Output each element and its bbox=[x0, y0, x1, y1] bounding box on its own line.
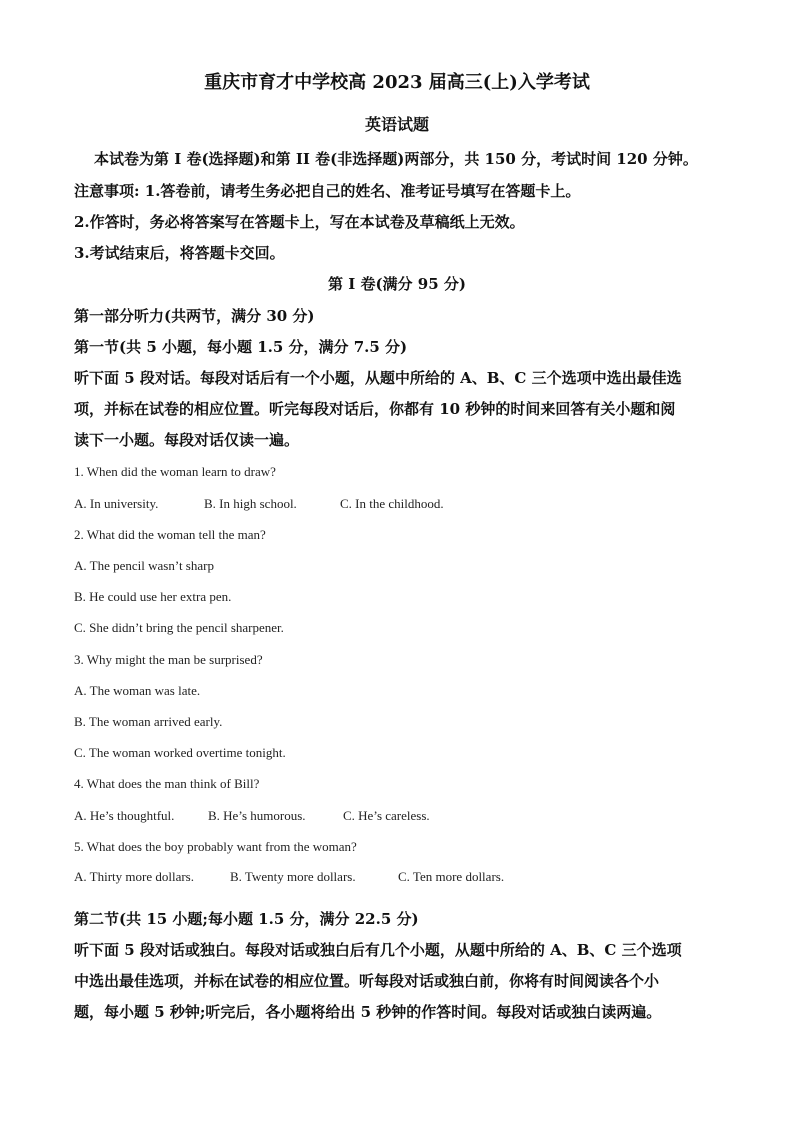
option-a[interactable]: A. Thirty more dollars. bbox=[74, 869, 194, 884]
option-c[interactable]: C. Ten more dollars. bbox=[398, 869, 505, 884]
exam-title: 重庆市育才中学校高 2023 届高三(上)入学考试 bbox=[204, 72, 590, 93]
option-c[interactable]: C. In the childhood. bbox=[340, 496, 444, 511]
intro-text: 本试卷为第 I 卷(选择题)和第 II 卷(非选择题)两部分，共 150 分，考试时间 120 分钟。 bbox=[94, 150, 698, 168]
section-one-directions-line: 读下一小题。每段对话仅读一遍。 bbox=[74, 431, 300, 449]
question-4-stem: 4. What does the man think of Bill? bbox=[74, 776, 260, 791]
section-two-directions-line: 听下面 5 段对话或独白。每段对话或独白后有几个小题，从题中所给的 A、B、C 三个选项 bbox=[74, 941, 682, 959]
volume-heading: 第 I 卷(满分 95 分) bbox=[328, 275, 466, 293]
question-3-stem: 3. Why might the man be surprised? bbox=[74, 652, 263, 667]
option-a[interactable]: A. The woman was late. bbox=[74, 683, 201, 698]
option-a[interactable]: A. In university. bbox=[74, 496, 159, 511]
question-2-stem: 2. What did the woman tell the man? bbox=[74, 527, 266, 542]
option-a[interactable]: A. The pencil wasn’t sharp bbox=[74, 558, 214, 573]
option-c[interactable]: C. The woman worked overtime tonight. bbox=[74, 745, 286, 760]
option-c[interactable]: C. He’s careless. bbox=[343, 808, 430, 823]
question-5-stem: 5. What does the boy probably want from the woman? bbox=[74, 839, 357, 854]
section-one-directions-line: 项，并标在试卷的相应位置。听完每段对话后，你都有 10 秒钟的时间来回答有关小题和阅 bbox=[74, 400, 676, 418]
part-one-heading: 第一部分听力(共两节，满分 30 分) bbox=[74, 307, 315, 325]
question-1-stem: 1. When did the woman learn to draw? bbox=[74, 464, 276, 479]
option-b[interactable]: B. He could use her extra pen. bbox=[74, 589, 232, 604]
section-two-heading: 第二节(共 15 小题;每小题 1.5 分，满分 22.5 分) bbox=[74, 910, 419, 928]
option-b[interactable]: B. The woman arrived early. bbox=[74, 714, 223, 729]
note-3: 3.考试结束后，将答题卡交回。 bbox=[74, 244, 285, 262]
section-one-heading: 第一节(共 5 小题，每小题 1.5 分，满分 7.5 分) bbox=[74, 338, 408, 356]
section-two-directions-line: 中选出最佳选项，并标在试卷的相应位置。听每段对话或独白前，你将有时间阅读各个小 bbox=[74, 972, 660, 990]
section-two-directions-line: 题，每小题 5 秒钟;听完后，各小题将给出 5 秒钟的作答时间。每段对话或独白读两遍。 bbox=[74, 1003, 662, 1021]
option-b[interactable]: B. In high school. bbox=[204, 496, 297, 511]
note-1: 注意事项: 1.答卷前，请考生务必把自己的姓名、准考证号填写在答题卡上。 bbox=[74, 182, 581, 200]
option-b[interactable]: B. He’s humorous. bbox=[208, 808, 306, 823]
section-one-directions-line: 听下面 5 段对话。每段对话后有一个小题，从题中所给的 A、B、C 三个选项中选出最佳选 bbox=[74, 369, 682, 387]
option-b[interactable]: B. Twenty more dollars. bbox=[230, 869, 356, 884]
option-a[interactable]: A. He’s thoughtful. bbox=[74, 808, 175, 823]
exam-subtitle: 英语试题 bbox=[364, 115, 429, 134]
note-2: 2.作答时，务必将答案写在答题卡上，写在本试卷及草稿纸上无效。 bbox=[74, 213, 525, 231]
option-c[interactable]: C. She didn’t bring the pencil sharpener. bbox=[74, 620, 284, 635]
